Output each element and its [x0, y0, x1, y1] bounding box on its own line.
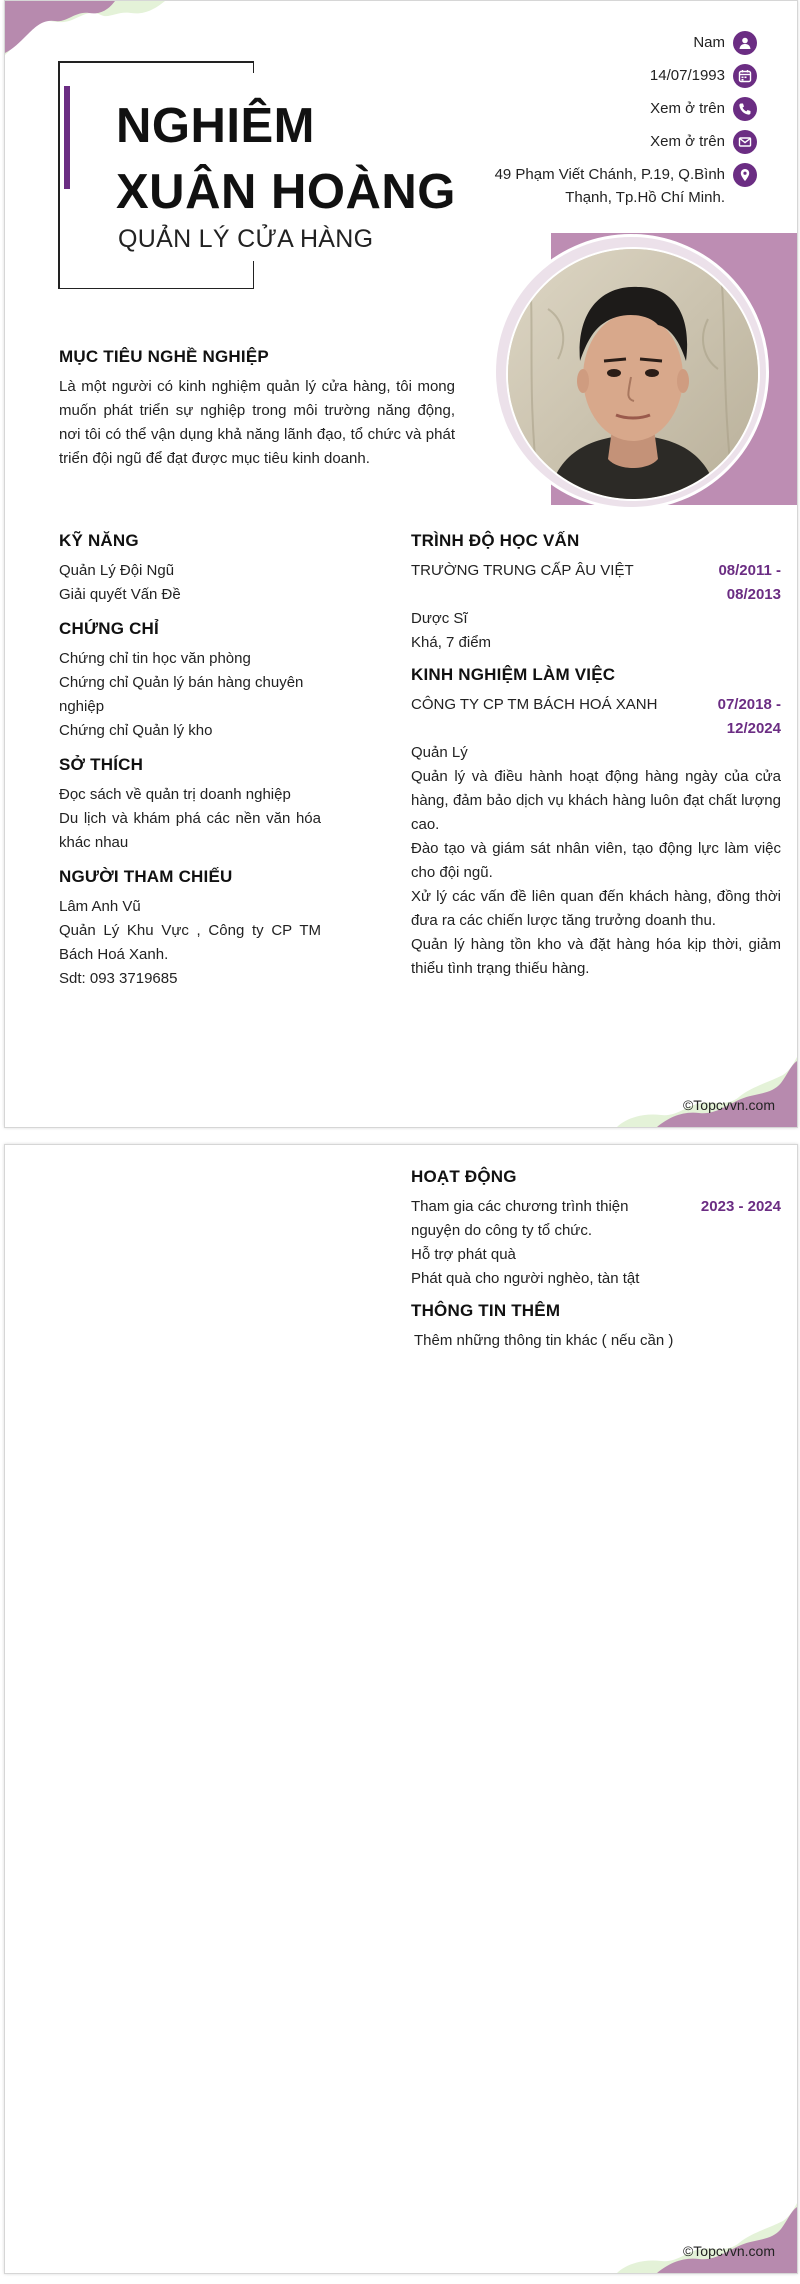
- reference-name: Lâm Anh Vũ: [59, 898, 141, 915]
- education-section: [411, 531, 781, 655]
- phone-icon: [733, 97, 757, 121]
- education-major: Dược Sĩ: [411, 610, 468, 627]
- experience-date: 07/2018 - 12/2024: [717, 696, 781, 737]
- education-school: TRƯỜNG TRUNG CẤP ÂU VIỆT: [411, 562, 634, 579]
- hobby-item: Đọc sách về quản trị doanh nghiệp: [59, 786, 291, 803]
- experience-company: CÔNG TY CP TM BÁCH HOÁ XANH: [411, 696, 658, 713]
- top-left-decoration: [5, 1, 165, 59]
- skills-title: KỸ NĂNG: [59, 531, 139, 550]
- education-date: 08/2011 - 08/2013: [718, 562, 781, 603]
- bottom-right-decoration: [617, 2203, 797, 2273]
- experience-title: KINH NGHIỆM LÀM VIỆC: [411, 665, 616, 684]
- cv-page-2: [4, 1144, 798, 2274]
- certificate-item: Chứng chỉ Quản lý bán hàng chuyên nghiệp: [59, 674, 304, 715]
- activity-item: Hỗ trợ phát quà: [411, 1246, 516, 1263]
- skill-item: Quản Lý Đội Ngũ: [59, 562, 175, 579]
- references-title: NGƯỜI THAM CHIẾU: [59, 867, 233, 886]
- user-icon: [733, 31, 757, 55]
- experience-duty: Quản lý và điều hành hoạt động hàng ngày của cửa hàng, đảm bảo dịch vụ khách hàng luôn đạt chất lượng cao.: [411, 768, 781, 833]
- certificate-item: Chứng chỉ tin học văn phòng: [59, 650, 251, 667]
- contact-gender: Nam: [427, 31, 757, 55]
- objective-title: MỤC TIÊU NGHỀ NGHIỆP: [59, 347, 269, 366]
- skills-section: [59, 531, 321, 607]
- footer-brand: ©Topcvvn.com: [682, 1097, 775, 1113]
- activities-description: Tham gia các chương trình thiện nguyện do công ty tổ chức.: [411, 1198, 629, 1239]
- experience-section: [411, 665, 781, 981]
- left-column: [59, 531, 321, 1003]
- experience-entry-header: [411, 693, 781, 741]
- hobbies-section: [59, 755, 321, 855]
- experience-duty: Quản lý hàng tồn kho và đặt hàng hóa kịp thời, giảm thiểu tình trạng thiếu hàng.: [411, 936, 781, 977]
- education-title: TRÌNH ĐỘ HỌC VẤN: [411, 531, 580, 550]
- hobby-item: Du lịch và khám phá các nền văn hóa khác nhau: [59, 810, 321, 851]
- experience-duty: Đào tạo và giám sát nhân viên, tạo động lực làm việc cho đội ngũ.: [411, 840, 781, 881]
- job-title: QUẢN LÝ CỬA HÀNG: [118, 225, 374, 253]
- profile-photo: [493, 234, 769, 510]
- skill-item: Giải quyết Vấn Đề: [59, 586, 181, 603]
- contact-info: [427, 31, 757, 218]
- experience-duty: Xử lý các vấn đề liên quan đến khách hàng, đồng thời đưa ra các chiến lược tăng trưởng doanh thu.: [411, 888, 781, 929]
- references-section: [59, 867, 321, 991]
- certificate-item: Chứng chỉ Quản lý kho: [59, 722, 213, 739]
- calendar-icon: [733, 64, 757, 88]
- full-name: [116, 93, 456, 225]
- hobbies-title: SỞ THÍCH: [59, 755, 144, 774]
- reference-position: Quản Lý Khu Vực , Công ty CP TM Bách Hoá Xanh.: [59, 922, 321, 963]
- certificates-title: CHỨNG CHỈ: [59, 619, 159, 638]
- objective-section: [59, 347, 455, 471]
- additional-info-title: THÔNG TIN THÊM: [411, 1301, 561, 1320]
- cv-page-1: [4, 0, 798, 1128]
- contact-birthday: 14/07/1993: [427, 64, 757, 88]
- education-entry-header: [411, 559, 781, 607]
- objective-text: Là một người có kinh nghiệm quản lý cửa hàng, tôi mong muốn phát triển sự nghiệp trong môi trường năng động, nơi tôi có thể vận dụng khả năng lãnh đạo, tổ chức và phát triển đội ngũ để đạt được mục tiêu kinh doanh.: [59, 378, 455, 467]
- email-icon: [733, 130, 757, 154]
- location-icon: [733, 163, 757, 187]
- activities-section: [411, 1167, 781, 1291]
- experience-role: Quản Lý: [411, 744, 468, 761]
- bottom-right-decoration: [617, 1057, 797, 1127]
- additional-info-section: [411, 1301, 781, 1353]
- activities-date: 2023 - 2024: [700, 1198, 781, 1215]
- reference-phone: Sdt: 093 3719685: [59, 970, 178, 987]
- right-column: [411, 531, 781, 991]
- certificates-section: [59, 619, 321, 743]
- activities-title: HOẠT ĐỘNG: [411, 1167, 517, 1186]
- education-grade: Khá, 7 điểm: [411, 634, 492, 651]
- contact-email: Xem ở trên: [427, 130, 757, 154]
- contact-phone: Xem ở trên: [427, 97, 757, 121]
- profile-photo-image: [506, 247, 760, 501]
- accent-bar: [64, 86, 70, 189]
- name-line-2: XUÂN HOÀNG: [116, 165, 456, 219]
- footer-brand: ©Topcvvn.com: [682, 2243, 775, 2259]
- name-line-1: NGHIÊM: [116, 99, 315, 153]
- right-column-page-2: [411, 1167, 781, 1363]
- contact-address: 49 Phạm Viết Chánh, P.19, Q.Bình Thạnh, Tp.Hồ Chí Minh.: [427, 163, 757, 209]
- activities-entry-header: [411, 1195, 781, 1243]
- activity-item: Phát quà cho người nghèo, tàn tật: [411, 1270, 640, 1287]
- additional-info-text: Thêm những thông tin khác ( nếu cần ): [414, 1332, 674, 1349]
